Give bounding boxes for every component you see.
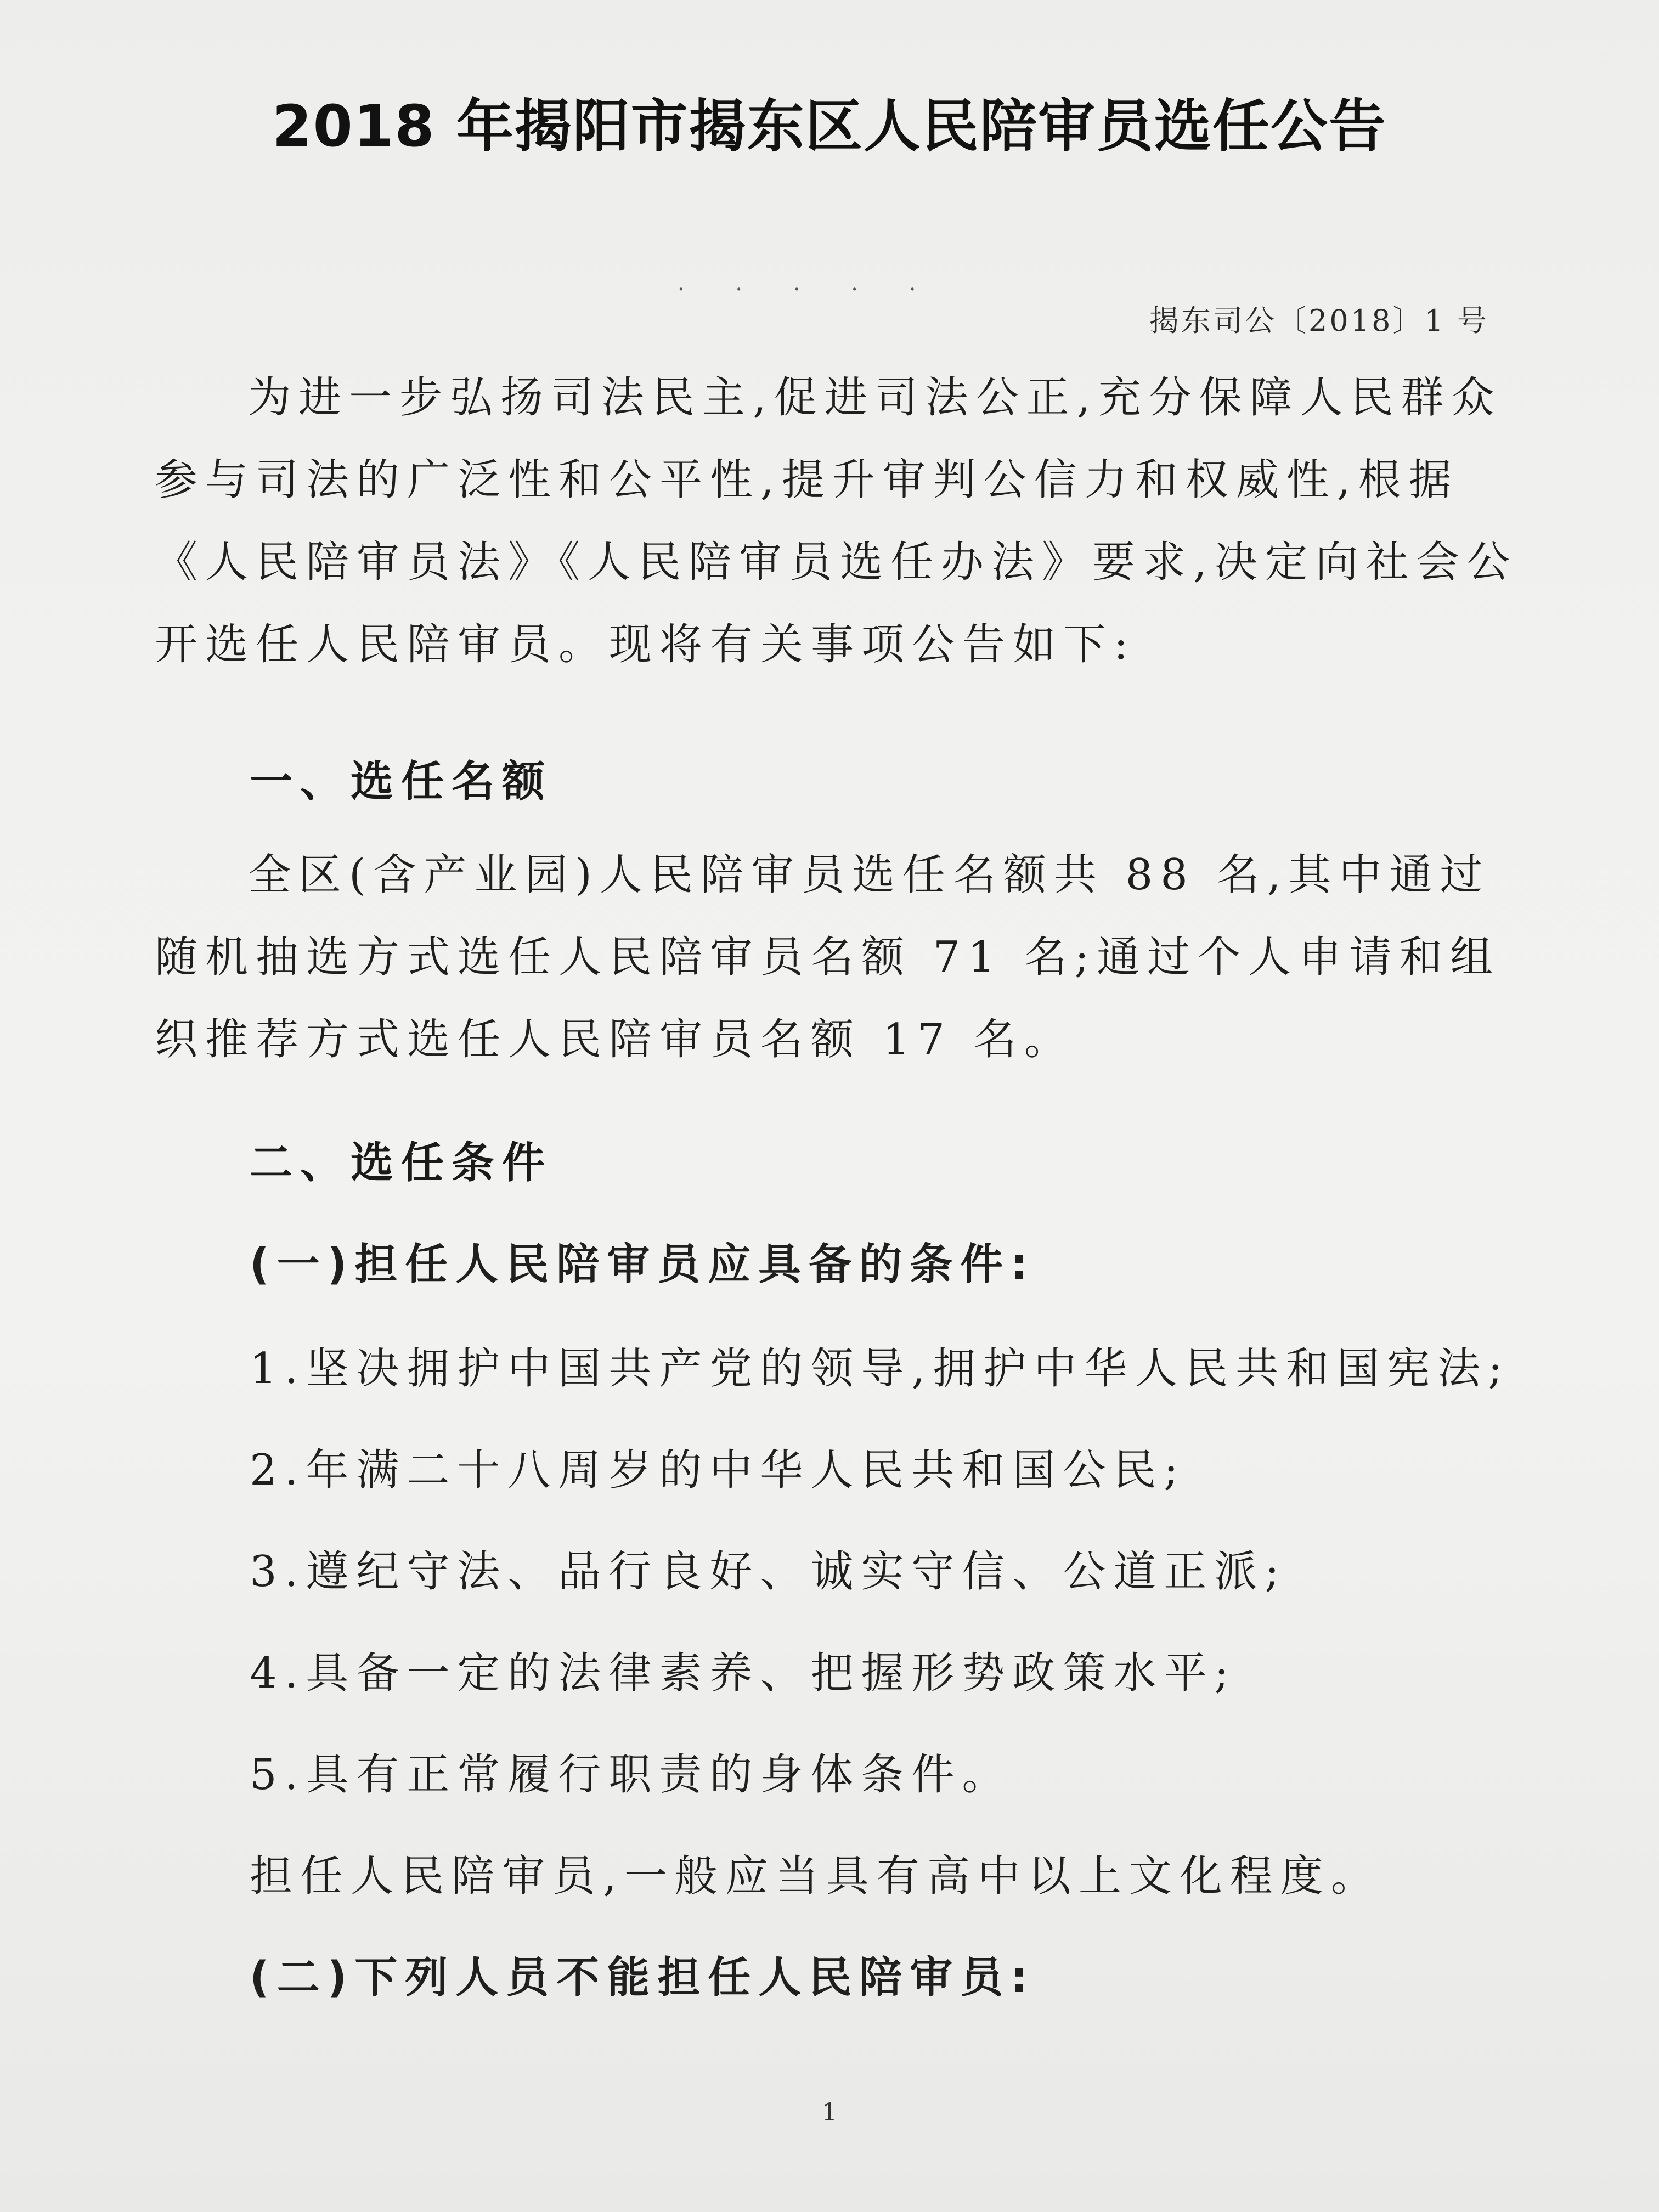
sub1-heading: (一)担任人民陪审员应具备的条件: — [250, 1240, 1036, 1289]
education-note: 担任人民陪审员,一般应当具有高中以上文化程度。 — [250, 1852, 1381, 1901]
condition-item: 4.具备一定的法律素养、把握形势政策水平; — [250, 1649, 1237, 1698]
page-number: 1 — [822, 2098, 837, 2126]
condition-item: 2.年满二十八周岁的中华人民共和国公民; — [250, 1446, 1186, 1495]
section1-text: 全区(含产业园)人民陪审员选任名额共 88 名,其中通过随机抽选方式选任人民陪审员名额 71 名;通过个人申请和组织推荐方式选任人民陪审员名额 17 名。 — [155, 850, 1501, 1064]
section2-heading: 二、选任条件 — [250, 1138, 553, 1188]
document-number: 揭东司公〔2018〕1 号 — [1149, 303, 1489, 338]
intro-paragraph — [155, 357, 1526, 686]
condition-item: 1.坚决拥护中国共产党的领导,拥护中华人民共和国宪法; — [250, 1344, 1510, 1393]
condition-item: 5.具有正常履行职责的身体条件。 — [250, 1750, 1013, 1799]
section1-paragraph — [155, 834, 1526, 1081]
intro-text: 为进一步弘扬司法民主,促进司法公正,充分保障人民群众参与司法的广泛性和公平性,提升审判公信力和权威性,根据《人民陪审员法》《人民陪审员选任办法》要求,决定向社会公开选任人民陪审员。现将有关事项公告如下: — [155, 373, 1517, 669]
sub2-heading: (二)下列人员不能担任人民陪审员: — [250, 1953, 1036, 2002]
condition-item: 3.遵纪守法、品行良好、诚实守信、公道正派; — [250, 1547, 1287, 1596]
decorative-dots: · · · · · — [678, 277, 938, 302]
section1-heading: 一、选任名额 — [250, 757, 553, 806]
document-title: 2018 年揭阳市揭东区人民陪审员选任公告 — [272, 93, 1387, 160]
